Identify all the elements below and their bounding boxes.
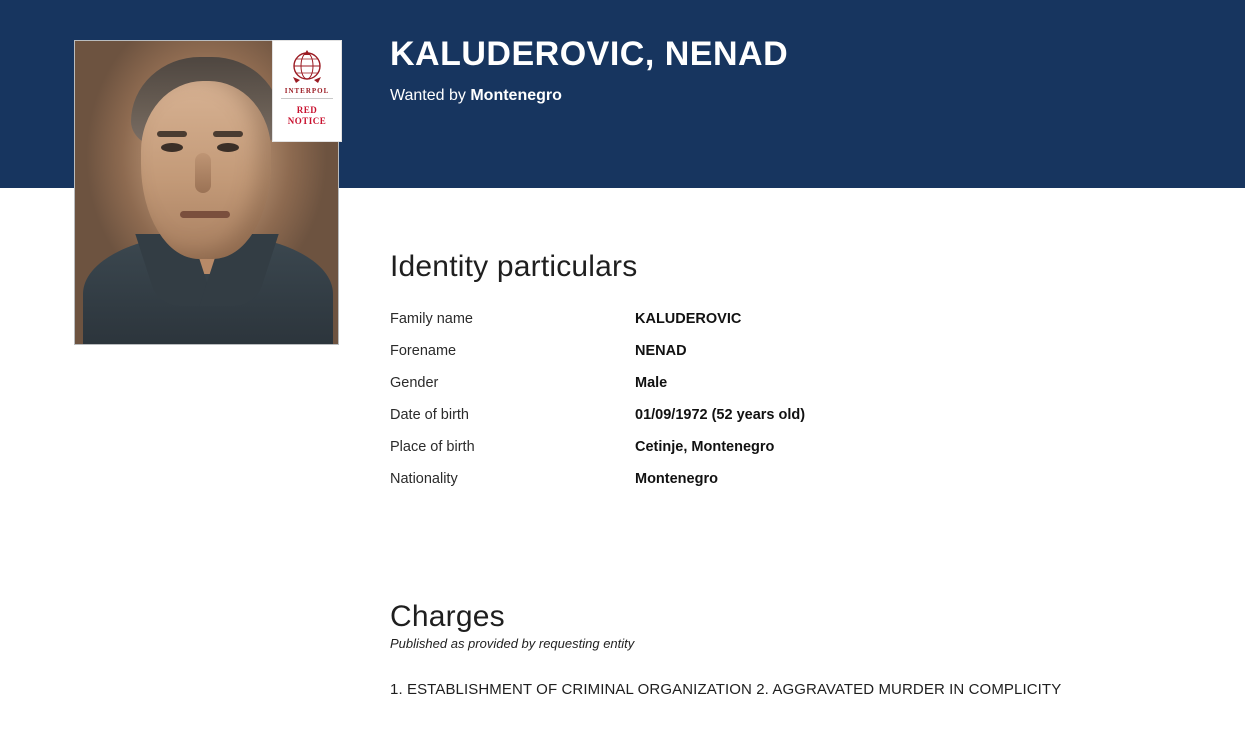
header-text-group <box>390 36 1190 105</box>
table-row <box>390 312 805 344</box>
identity-label-family-name: Family name <box>390 311 473 327</box>
identity-value-date-of-birth: 01/09/1972 (52 years old) <box>635 406 806 423</box>
red-notice-badge <box>280 102 334 131</box>
photo-mouth <box>180 211 230 218</box>
table-row <box>390 408 805 440</box>
identity-table <box>390 312 805 504</box>
charges-note: Published as provided by requesting entity <box>390 636 635 651</box>
table-row <box>390 376 805 408</box>
interpol-globe-icon <box>287 46 327 86</box>
photo-eyebrow-left <box>157 131 187 137</box>
identity-section-title: Identity particulars <box>390 250 638 283</box>
charges-section-title: Charges <box>390 600 505 633</box>
identity-value-gender: Male <box>635 374 668 391</box>
identity-label-forename: Forename <box>390 342 457 359</box>
table-row <box>390 344 805 376</box>
identity-value-forename: NENAD <box>635 342 687 359</box>
wanted-by-label: Wanted by <box>390 87 466 105</box>
page-title: KALUDEROVIC, NENAD <box>390 35 789 73</box>
wanted-by-country: Montenegro <box>470 87 562 105</box>
table-row <box>390 472 805 504</box>
red-notice-line-2: NOTICE <box>287 116 327 126</box>
interpol-red-notice-logo <box>272 40 342 142</box>
identity-value-place-of-birth: Cetinje, Montenegro <box>635 438 775 455</box>
identity-label-place-of-birth: Place of birth <box>390 438 475 455</box>
identity-value-family-name: KALUDEROVIC <box>635 311 742 327</box>
photo-eyebrow-right <box>213 131 243 137</box>
identity-value-nationality: Montenegro <box>635 470 718 487</box>
identity-label-nationality: Nationality <box>390 470 458 487</box>
identity-particulars-section <box>390 250 1190 504</box>
table-row <box>390 440 805 472</box>
red-notice-line-1: RED <box>296 105 318 115</box>
interpol-wordmark: INTERPOL <box>284 87 330 95</box>
photo-eye-left <box>161 143 183 152</box>
charges-section <box>390 600 1200 698</box>
charges-text: 1. ESTABLISHMENT OF CRIMINAL ORGANIZATION 2. AGGRAVATED MURDER IN COMPLICITY <box>390 681 1062 698</box>
photo-nose <box>195 153 211 193</box>
logo-divider <box>281 98 333 99</box>
photo-eye-right <box>217 143 239 152</box>
wanted-by-line <box>390 87 1190 105</box>
identity-label-gender: Gender <box>390 374 439 391</box>
identity-label-date-of-birth: Date of birth <box>390 406 469 423</box>
